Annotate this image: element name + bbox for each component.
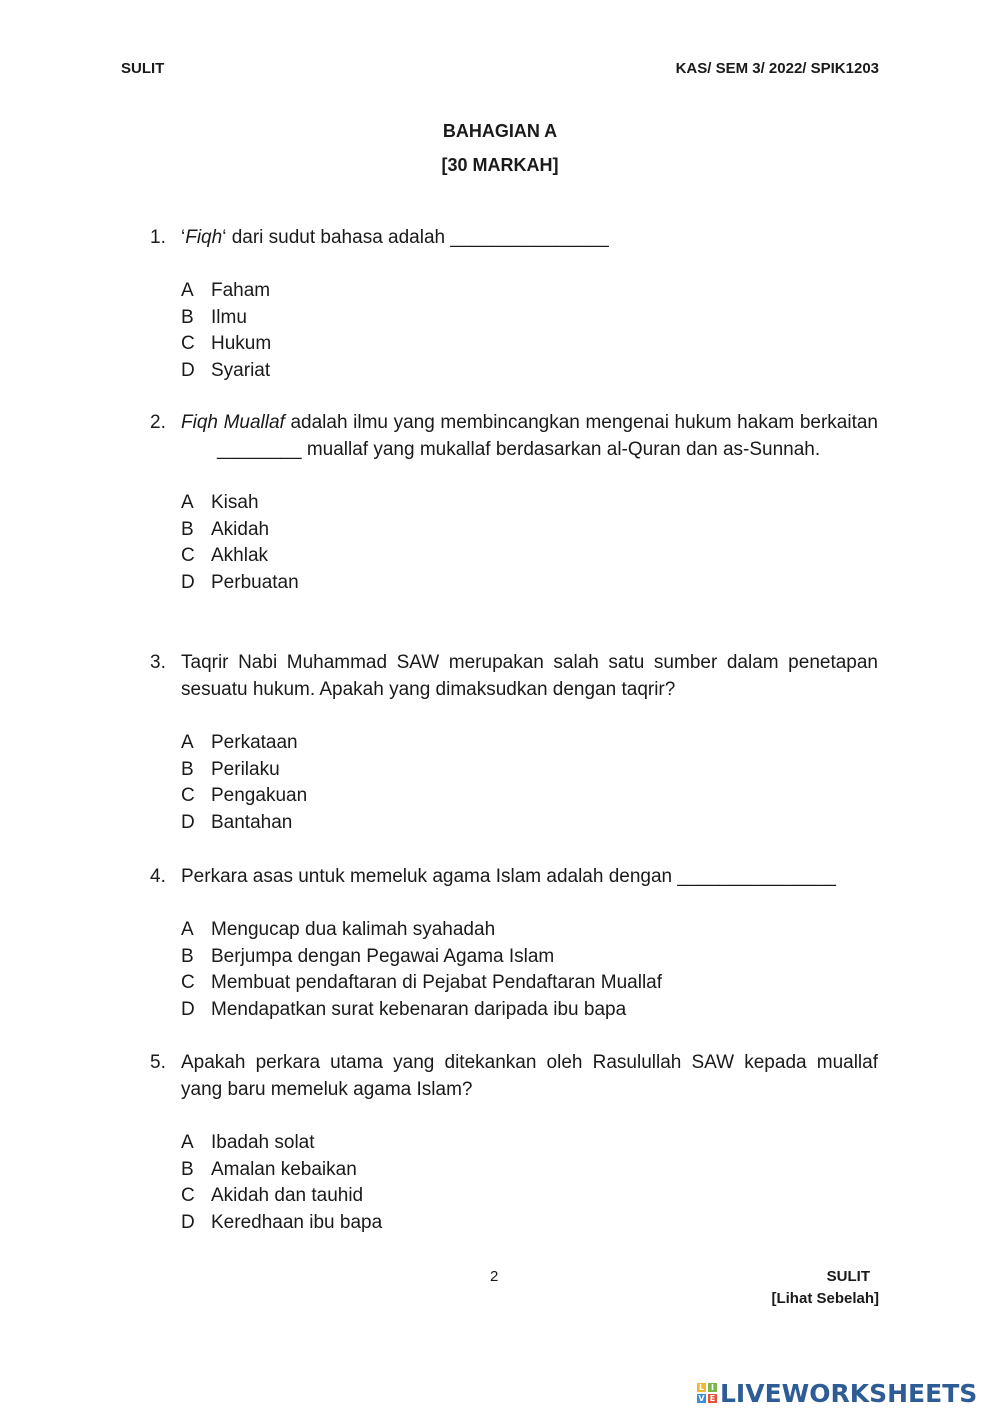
option-list — [181, 1130, 878, 1236]
section-marks: [30 MARKAH] — [441, 155, 559, 175]
footer-sulit-label: SULIT — [826, 1268, 870, 1285]
section-title: BAHAGIAN A — [442, 121, 558, 141]
option-letter: A — [181, 919, 194, 940]
option-c[interactable] — [181, 783, 878, 810]
option-text: Membuat pendaftaran di Pejabat Pendaftaran Muallaf — [211, 972, 663, 993]
question-text-rest: ‘ dari sudut bahasa adalah — [222, 227, 451, 248]
answer-blank[interactable]: ________ — [217, 439, 302, 460]
liveworksheets-logo-icon — [697, 1383, 717, 1403]
question-4 — [150, 863, 878, 1023]
logo-tile: V — [698, 1394, 705, 1403]
question-term: Fiqh Muallaf — [181, 412, 285, 433]
question-text-main: Perkara asas untuk memeluk agama Islam adalah dengan — [181, 866, 678, 887]
option-text: Pengakuan — [211, 785, 308, 806]
question-number: 4. — [150, 866, 166, 887]
option-letter: A — [181, 492, 194, 513]
option-letter: D — [181, 998, 195, 1020]
option-letter: D — [181, 811, 195, 833]
question-2 — [150, 409, 878, 596]
question-text-part-b: muallaf yang mukallaf berdasarkan al-Quran dan as-Sunnah. — [301, 439, 821, 460]
option-text: Akidah dan tauhid — [211, 1185, 364, 1206]
question-number: 5. — [150, 1052, 166, 1073]
option-b[interactable] — [181, 944, 878, 971]
option-c[interactable] — [181, 1183, 878, 1210]
option-text: Amalan kebaikan — [211, 1158, 357, 1180]
question-3 — [150, 649, 878, 836]
logo-tile: L — [698, 1383, 705, 1392]
quote-open: ‘ — [181, 227, 186, 248]
option-b[interactable] — [181, 517, 878, 544]
question-text — [181, 863, 878, 890]
option-a[interactable] — [181, 917, 878, 944]
option-text: Mengucap dua kalimah syahadah — [211, 919, 496, 940]
option-text: Bantahan — [211, 811, 293, 833]
question-number: 2. — [150, 412, 166, 433]
option-text: Syariat — [211, 359, 271, 381]
option-letter: A — [181, 280, 194, 301]
option-list — [181, 490, 878, 596]
option-text: Hukum — [211, 333, 272, 354]
option-d[interactable] — [181, 810, 878, 837]
option-a[interactable] — [181, 1130, 878, 1157]
header-code-label: KAS/ SEM 3/ 2022/ SPIK1203 — [675, 60, 879, 77]
option-text: Faham — [211, 280, 271, 301]
liveworksheets-watermark — [697, 1378, 977, 1408]
watermark-text: LIVEWORKSHEETS — [720, 1378, 978, 1408]
option-a[interactable] — [181, 490, 878, 517]
option-text: Mendapatkan surat kebenaran daripada ibu bapa — [211, 998, 627, 1020]
option-text: Ibadah solat — [211, 1132, 315, 1153]
option-text: Perilaku — [211, 758, 280, 780]
option-letter: D — [181, 359, 195, 381]
option-text: Akidah — [211, 518, 270, 540]
header-left-label: SULIT — [121, 60, 165, 77]
option-a[interactable] — [181, 278, 878, 305]
option-text: Ilmu — [211, 306, 247, 328]
option-letter: B — [181, 758, 194, 780]
option-list — [181, 917, 878, 1023]
option-d[interactable] — [181, 358, 878, 385]
option-text: Keredhaan ibu bapa — [211, 1211, 383, 1233]
option-list — [181, 278, 878, 384]
option-d[interactable] — [181, 1210, 878, 1237]
option-letter: D — [181, 1211, 195, 1233]
option-b[interactable] — [181, 1157, 878, 1184]
option-c[interactable] — [181, 331, 878, 358]
logo-tile: E — [709, 1394, 716, 1403]
option-text: Berjumpa dengan Pegawai Agama Islam — [211, 945, 555, 967]
logo-tile: I — [708, 1383, 717, 1392]
option-letter: C — [181, 333, 195, 354]
option-b[interactable] — [181, 757, 878, 784]
option-letter: B — [181, 945, 194, 967]
option-letter: B — [181, 306, 194, 328]
option-a[interactable] — [181, 730, 878, 757]
option-letter: C — [181, 785, 195, 806]
option-letter: A — [181, 732, 194, 753]
option-letter: C — [181, 545, 195, 566]
answer-blank[interactable]: _______________ — [450, 227, 609, 248]
question-number: 3. — [150, 652, 166, 673]
option-text: Kisah — [211, 492, 259, 513]
question-text: Taqrir Nabi Muhammad SAW merupakan salah satu sumber dalam penetapan sesuatu hukum. Apakah yang dimaksudkan dengan taqrir? — [181, 652, 878, 700]
option-letter: C — [181, 1185, 195, 1206]
question-text — [181, 409, 878, 463]
footer-next-page-label: [Lihat Sebelah] — [771, 1290, 879, 1307]
question-term: Fiqh — [185, 227, 223, 248]
page-number: 2 — [490, 1268, 499, 1285]
option-text: Perkataan — [211, 732, 298, 753]
question-text: Apakah perkara utama yang ditekankan oleh Rasulullah SAW kepada muallaf yang baru memeluk agama Islam? — [181, 1052, 878, 1100]
option-letter: C — [181, 972, 195, 993]
option-text: Perbuatan — [211, 571, 299, 593]
question-text-part-a: adalah ilmu yang membincangkan mengenai hukum hakam berkaitan — [284, 412, 878, 433]
option-d[interactable] — [181, 570, 878, 597]
option-list — [181, 730, 878, 836]
option-letter: B — [181, 518, 194, 540]
option-d[interactable] — [181, 997, 878, 1024]
option-letter: A — [181, 1132, 194, 1153]
answer-blank[interactable]: _______________ — [677, 866, 836, 887]
option-b[interactable] — [181, 305, 878, 332]
option-c[interactable] — [181, 543, 878, 570]
question-text — [181, 224, 878, 251]
question-5 — [150, 1049, 878, 1236]
option-letter: B — [181, 1158, 194, 1180]
question-number: 1. — [150, 227, 166, 248]
question-1 — [150, 224, 878, 384]
option-letter: D — [181, 571, 195, 593]
option-text: Akhlak — [211, 545, 269, 566]
option-c[interactable] — [181, 970, 878, 997]
